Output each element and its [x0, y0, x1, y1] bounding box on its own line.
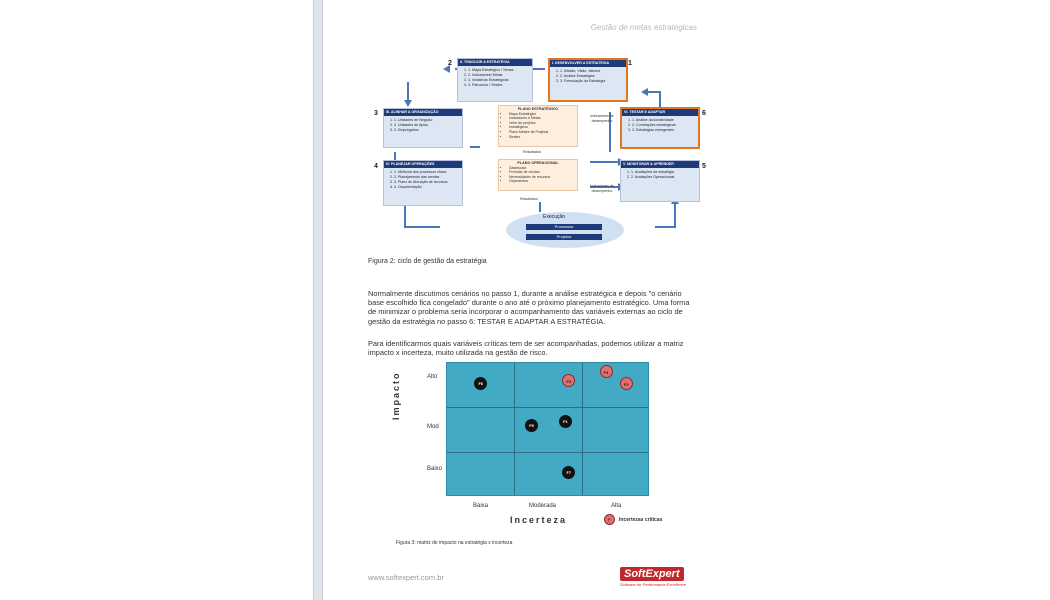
- x-axis-title: Incerteza: [510, 515, 568, 525]
- step-item: 1. 1. Unidades de Negócio: [394, 118, 460, 123]
- plan-title: PLANO ESTRATÉGICO: [517, 107, 559, 111]
- step-item: 2. 2. Avaliações Operacionais: [631, 175, 697, 180]
- step-number-1: 1: [628, 60, 632, 67]
- step-item: 2. 2. Planejamento das vendas: [394, 175, 460, 180]
- resultados-label-2: Resultados: [520, 197, 538, 201]
- step-item: 2. 2. Correlações estratégicas: [632, 123, 696, 128]
- x-tick-label: Baixa: [473, 503, 489, 509]
- data-point-f4: F4: [600, 365, 613, 378]
- step-item: 2. 2. Análise Estratégica: [560, 74, 624, 79]
- softexpert-logo: [620, 564, 700, 586]
- legend-critical-label: Incertezas críticas: [619, 517, 663, 523]
- plan-title: PLANO OPERACIONAL: [517, 161, 559, 165]
- indicadores-label-1: Indicadores de desempenho: [590, 114, 614, 123]
- step-item: 1. 1. Avaliações da estratégia: [631, 170, 697, 175]
- y-axis-title: Impacto: [391, 371, 401, 420]
- step-item: 3. 3. Empregados: [394, 128, 460, 133]
- step-item: 1. 1. Mapa Estratégico / Temas: [468, 68, 530, 73]
- step-item: 4. 4. Patrocínio / Stratex: [468, 83, 530, 88]
- processos-bar: Processos: [526, 224, 602, 230]
- plan-item: • Plano Mestre de Projetos: [509, 130, 574, 135]
- y-tick-label: Mod: [427, 424, 439, 430]
- plan-item: • Mapa Estratégico: [509, 112, 574, 117]
- data-point-f7: F7: [562, 466, 575, 479]
- data-point-f3: F3: [562, 374, 575, 387]
- step-box-planejar: [383, 160, 463, 206]
- plan-item: • estratégicos: [509, 125, 574, 130]
- plan-item: • Necessidades de recursos: [509, 175, 574, 180]
- y-tick-label: Baixo: [427, 466, 443, 472]
- plano-operacional: [498, 159, 578, 191]
- logo-text: SoftExpert: [620, 567, 684, 581]
- grid-line-horizontal: [447, 452, 648, 453]
- plan-item: • Orçamentos: [509, 179, 574, 184]
- projetos-bar: Projetos: [526, 234, 602, 240]
- window-left-border: [313, 0, 323, 600]
- y-tick-label: Alto: [427, 374, 438, 380]
- step-number-6: 6: [702, 110, 706, 117]
- plan-item: • Vetor de projetos: [509, 121, 574, 126]
- logo-tagline: Software for Performance Excellence: [620, 582, 687, 587]
- step-title: III. ALINHAR A ORGANIZAÇÃO: [384, 109, 462, 116]
- execucao-title: Execução: [543, 214, 565, 220]
- running-header: Gestão de metas estratégicas: [590, 23, 697, 32]
- step-box-testar: [620, 107, 700, 149]
- x-tick-label: Moderada: [529, 503, 557, 509]
- figure-3-caption: Figura 3: matriz de impacto na estratégia x incerteza: [396, 540, 513, 546]
- grid-line-horizontal: [447, 407, 648, 408]
- plano-estrategico: [498, 105, 578, 147]
- step-number-4: 4: [374, 163, 378, 170]
- resultados-label-1: Resultados: [523, 150, 541, 154]
- step-item: 2. 2. Unidades de Apoio: [394, 123, 460, 128]
- step-box-desenvolver: [548, 58, 628, 102]
- x-tick-label: Alta: [611, 503, 622, 509]
- step-item: 3. 3. Formulação da Estratégia: [560, 79, 624, 84]
- step-box-alinhar: [383, 108, 463, 148]
- plan-item: • Stratex: [509, 135, 574, 140]
- data-point-f5: F5: [525, 419, 538, 432]
- step-title: I. DESENVOLVER A ESTRATÉGIA: [550, 60, 626, 67]
- grid-line-vertical: [582, 363, 583, 495]
- step-item: 2. 2. Indicadores/ Metas: [468, 73, 530, 78]
- data-point-f1: F1: [559, 415, 572, 428]
- step-item: 1. 1. Melhoria dos processos chave: [394, 170, 460, 175]
- step-title: V. MONITORAR & APRENDER: [621, 161, 699, 168]
- impact-uncertainty-matrix: [446, 362, 649, 496]
- paragraph-2: Para identificarmos quais variáveis críticas tem de ser acompanhadas, podemos utilizar a matriz impacto x incerteza, muito utilizada na gestão de risco.: [368, 339, 684, 358]
- step-item: 1. 1. Análise da lucratividade: [632, 118, 696, 123]
- step-title: II. TRADUZIR A ESTRATÉGIA: [458, 59, 532, 66]
- step-title: IV. PLANEJAR OPERAÇÕES: [384, 161, 462, 168]
- step-item: 3. 3. Iniciativas Estratégicas: [468, 78, 530, 83]
- legend-critical-marker: F: [604, 514, 615, 525]
- paragraph-1: Normalmente discutimos cenários no passo 1, durante a análise estratégica e depois "o cenário base escolhido fica congelado" durante o ano até o próximo planejamento estratégico. Uma forma de minimizar o problema seria incorporar o acompanhamento das variáveis externas ao ciclo de gestão da estratégia no passo 6: TESTAR E ADAPTAR A ESTRATÉGIA.: [368, 289, 690, 326]
- plan-item: • Previsão de vendas: [509, 170, 574, 175]
- step-number-5: 5: [702, 163, 706, 170]
- plan-item: • Indicadores e Metas: [509, 116, 574, 121]
- step-item: 3. 3. Plano de Alocação de recursos: [394, 180, 460, 185]
- step-box-traduzir: [457, 58, 533, 102]
- figure-2-caption: Figura 2: ciclo de gestão da estratégia: [368, 258, 487, 265]
- execucao-ellipse: [506, 212, 624, 248]
- indicadores-label-2: Indicadores de desempenho: [590, 184, 614, 193]
- footer-url-link[interactable]: www.softexpert.com.br: [368, 573, 444, 582]
- step-item: 1. 1. Missão, Visão, Valores: [560, 69, 624, 74]
- document-page: [323, 0, 735, 600]
- step-title: VI. TESTAR E ADAPTAR: [622, 109, 698, 116]
- step-box-monitorar: [620, 160, 700, 202]
- step-number-2: 2: [448, 60, 452, 67]
- step-item: 3. 3. Estratégias emergentes: [632, 128, 696, 133]
- data-point-f6: F6: [474, 377, 487, 390]
- plan-item: • Dashboard: [509, 166, 574, 171]
- step-number-3: 3: [374, 110, 378, 117]
- grid-line-vertical: [514, 363, 515, 495]
- strategy-cycle-diagram: [374, 52, 715, 252]
- data-point-f2: F2: [620, 377, 633, 390]
- step-item: 4. 4. Orçamentação: [394, 185, 460, 190]
